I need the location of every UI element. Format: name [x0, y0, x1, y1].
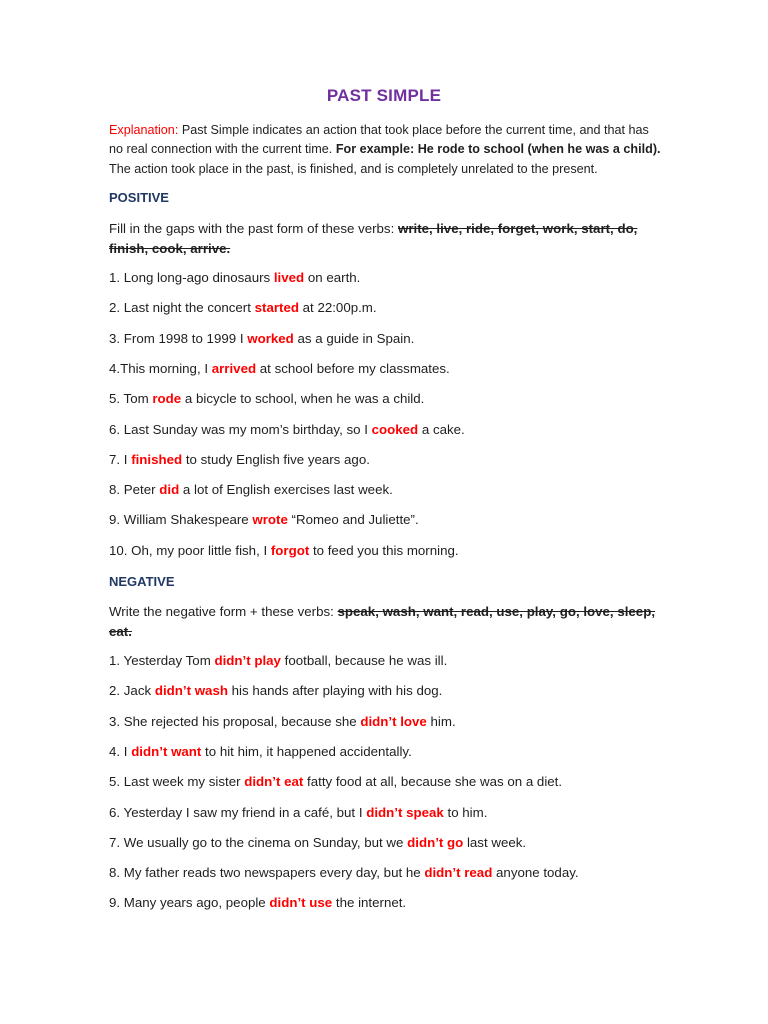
sentence-text: 2. Last night the concert	[109, 300, 255, 316]
answer-word: forgot	[270, 542, 310, 558]
explanation-label: Explanation:	[109, 123, 179, 137]
sentence-text: “Romeo and Juliette”.	[287, 512, 419, 528]
sentence-text: to him.	[443, 804, 488, 820]
answer-word: didn’t use	[269, 895, 333, 911]
answer-word: didn’t love	[360, 713, 427, 729]
sentence-text: 8. Peter	[109, 482, 160, 498]
sentence-text: 7. I	[109, 451, 132, 467]
exercise-sentence	[109, 653, 447, 668]
positive-instruction	[109, 219, 669, 259]
negative-verb-list: speak, wash, want, read, use, play, go, love, sleep, eat.	[109, 604, 656, 639]
sentence-text: to feed you this morning.	[309, 542, 459, 558]
answer-word: didn’t play	[214, 653, 281, 668]
exercise-sentence	[109, 805, 487, 820]
answer-word: did	[159, 482, 180, 498]
answer-word: cooked	[371, 421, 419, 437]
answer-word: started	[254, 300, 299, 316]
sentence-text: on earth.	[304, 270, 361, 285]
exercise-sentence	[109, 361, 450, 376]
sentence-text: the internet.	[332, 895, 407, 911]
sentence-text: to study English five years ago.	[182, 451, 370, 467]
answer-word: worked	[247, 330, 294, 346]
sentence-text: at 22:00p.m.	[298, 300, 377, 316]
sentence-text: last week.	[463, 834, 527, 850]
exercise-sentence	[109, 543, 459, 558]
answer-word: didn’t go	[407, 834, 464, 850]
sentence-text: 6. Last Sunday was my mom’s birthday, so I	[109, 421, 372, 437]
positive-heading: POSITIVE	[109, 190, 169, 205]
sentence-text: 10. Oh, my poor little fish, I	[109, 542, 271, 558]
exercise-sentence	[109, 714, 456, 729]
sentence-text: a bicycle to school, when he was a child.	[181, 391, 425, 407]
sentence-text: a lot of English exercises last week.	[179, 482, 393, 498]
sentence-text: 5. Tom	[109, 391, 153, 407]
sentence-text: anyone today.	[492, 865, 579, 881]
negative-instruction	[109, 602, 669, 642]
answer-word: wrote	[252, 512, 288, 528]
exercise-sentence	[109, 422, 465, 437]
exercise-sentence	[109, 331, 414, 346]
exercise-sentence	[109, 452, 370, 467]
sentence-text: at school before my classmates.	[256, 360, 450, 376]
exercise-sentence	[109, 835, 526, 850]
answer-word: rode	[152, 391, 182, 407]
exercise-sentence	[109, 270, 360, 285]
answer-word: arrived	[211, 360, 257, 376]
sentence-text: 7. We usually go to the cinema on Sunday, but we	[109, 834, 408, 850]
explanation-paragraph	[109, 121, 664, 179]
exercise-sentence	[109, 683, 442, 698]
sentence-text: 9. William Shakespeare	[109, 512, 253, 528]
sentence-text: to hit him, it happened accidentally.	[201, 743, 412, 759]
sentence-text: 4. I	[109, 743, 132, 759]
answer-word: didn’t read	[424, 865, 493, 881]
sentence-text: 9. Many years ago, people	[109, 895, 270, 911]
answer-word: didn’t eat	[244, 774, 304, 790]
explanation-text: Past Simple indicates an action that took place before the current time, and that has no real connection with the current time.	[109, 123, 649, 157]
answer-word: didn’t wash	[154, 683, 228, 699]
sentence-text: fatty food at all, because she was on a diet.	[303, 774, 563, 790]
exercise-sentence	[109, 512, 419, 527]
negative-heading: NEGATIVE	[109, 574, 175, 589]
sentence-text: 3. From 1998 to 1999 I	[109, 330, 248, 346]
sentence-text: his hands after playing with his dog.	[227, 683, 443, 699]
answer-word: didn’t want	[131, 743, 202, 759]
answer-word: finished	[131, 451, 183, 467]
sentence-text: as a guide in Spain.	[293, 330, 415, 346]
exercise-sentence	[109, 865, 579, 880]
sentence-text: 1. Long long-ago dinosaurs	[109, 270, 274, 285]
negative-instruction-text: Write the negative form + these verbs:	[109, 604, 338, 619]
page-title: PAST SIMPLE	[326, 86, 442, 105]
exercise-sentence	[109, 774, 562, 789]
exercise-sentence	[109, 744, 412, 759]
sentence-text: him.	[426, 713, 456, 729]
explanation-text-2: The action took place in the past, is finished, and is completely unrelated to the present.	[109, 161, 598, 176]
positive-instruction-text: Fill in the gaps with the past form of these verbs:	[109, 221, 398, 236]
sentence-text: 2. Jack	[109, 683, 155, 699]
positive-verb-list: write, live, ride, forget, work, start, do, finish, cook, arrive.	[109, 221, 638, 256]
sentence-text: 6. Yesterday I saw my friend in a café, but I	[109, 804, 367, 820]
exercise-sentence	[109, 391, 424, 406]
sentence-text: 3. She rejected his proposal, because she	[109, 713, 361, 729]
sentence-text: a cake.	[418, 421, 465, 437]
explanation-example: For example: He rode to school (when he was a child).	[335, 142, 661, 157]
sentence-text: 5. Last week my sister	[109, 774, 245, 790]
sentence-text: football, because he was ill.	[280, 653, 448, 668]
sentence-text: 4.This morning, I	[109, 360, 212, 376]
exercise-sentence	[109, 482, 393, 497]
sentence-text: 8. My father reads two newspapers every day, but he	[109, 865, 425, 881]
sentence-text: 1. Yesterday Tom	[109, 653, 215, 668]
exercise-sentence	[109, 895, 406, 910]
answer-word: didn’t speak	[366, 804, 444, 820]
answer-word: lived	[273, 270, 305, 285]
exercise-sentence	[109, 300, 377, 315]
